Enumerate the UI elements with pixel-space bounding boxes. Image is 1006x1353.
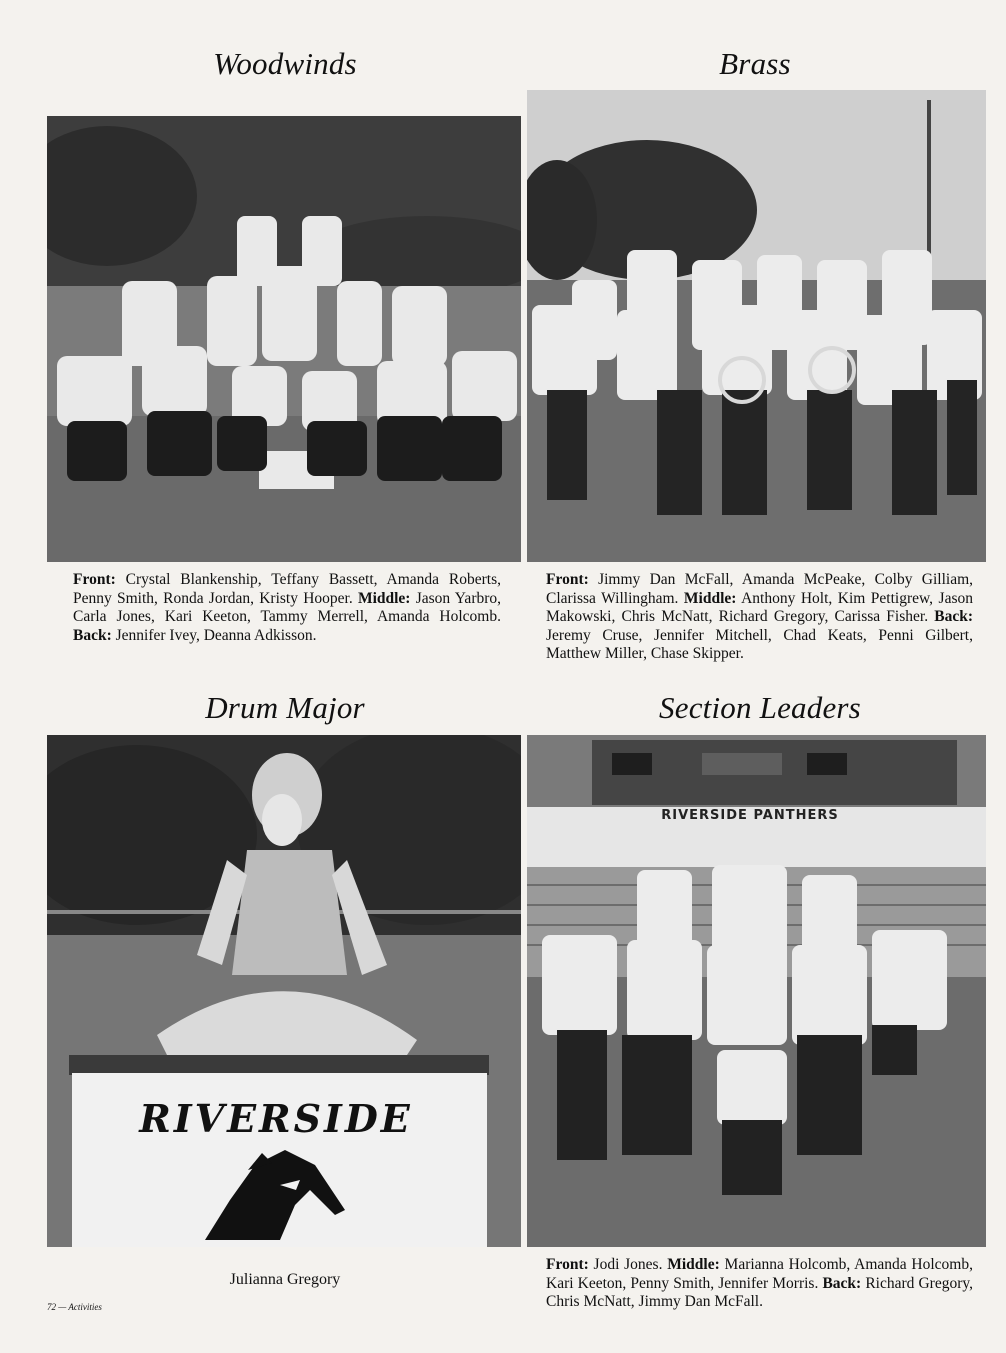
woodwinds-front-label: Front: bbox=[73, 571, 116, 588]
scoreboard-text: RIVERSIDE PANTHERS bbox=[661, 808, 839, 823]
woodwinds-back-label: Back: bbox=[73, 626, 112, 644]
woodwinds-heading: Woodwinds bbox=[213, 46, 357, 81]
panther-logo-icon bbox=[200, 1145, 350, 1245]
brass-middle-names: Anthony Holt, Kim Pettigrew, Jason Makowski, Chris McNatt, Richard Gregory, Carissa Fisher. bbox=[546, 589, 973, 626]
section-leaders-front-names: Jodi Jones. bbox=[593, 1256, 663, 1273]
page-folio: 72 — Activities bbox=[47, 1302, 102, 1312]
brass-photo bbox=[527, 90, 986, 562]
section-leaders-back-names: Richard Gregory, Chris McNatt, Jimmy Dan McFall. bbox=[546, 1274, 973, 1311]
section-leaders-middle-label: Middle: bbox=[667, 1256, 720, 1273]
woodwinds-back-names: Jennifer Ivey, Deanna Adkisson. bbox=[115, 626, 317, 644]
brass-back-label: Back: bbox=[934, 608, 973, 626]
brass-front-label: Front: bbox=[546, 571, 589, 588]
brass-back-names: Jeremy Cruse, Jennifer Mitchell, Chad Keats, Penni Gilbert, Matthew Miller, Chase Skipper. bbox=[546, 626, 973, 663]
drum-major-caption: Julianna Gregory bbox=[229, 1271, 341, 1288]
section-leaders-heading: Section Leaders bbox=[659, 690, 861, 725]
woodwinds-photo bbox=[47, 116, 521, 562]
brass-middle-label: Middle: bbox=[683, 589, 737, 607]
section-leaders-back-label: Back: bbox=[822, 1274, 862, 1292]
woodwinds-caption bbox=[73, 571, 501, 645]
section-leaders-front-label: Front: bbox=[546, 1256, 589, 1273]
drum-major-heading: Drum Major bbox=[205, 690, 365, 725]
woodwinds-middle-names: Jason Yarbro, Carla Jones, Kari Keeton, Tammy Merrell, Amanda Holcomb. bbox=[73, 589, 502, 626]
section-leaders-middle-names: Marianna Holcomb, Amanda Holcomb, Kari Keeton, Penny Smith, Jennifer Morris. bbox=[546, 1256, 973, 1292]
brass-heading: Brass bbox=[719, 46, 791, 81]
woodwinds-middle-label: Middle: bbox=[357, 589, 411, 607]
section-leaders-caption bbox=[546, 1256, 973, 1312]
brass-caption bbox=[546, 571, 973, 664]
woodwinds-front-names: Crystal Blankenship, Teffany Bassett, Amanda Roberts, Penny Smith, Ronda Jordan, Kristy Hooper. bbox=[73, 571, 502, 607]
riverside-sign-text: RIVERSIDE bbox=[139, 1096, 413, 1141]
brass-front-names: Jimmy Dan McFall, Amanda McPeake, Colby Gilliam, Clarissa Willingham. bbox=[546, 571, 974, 607]
